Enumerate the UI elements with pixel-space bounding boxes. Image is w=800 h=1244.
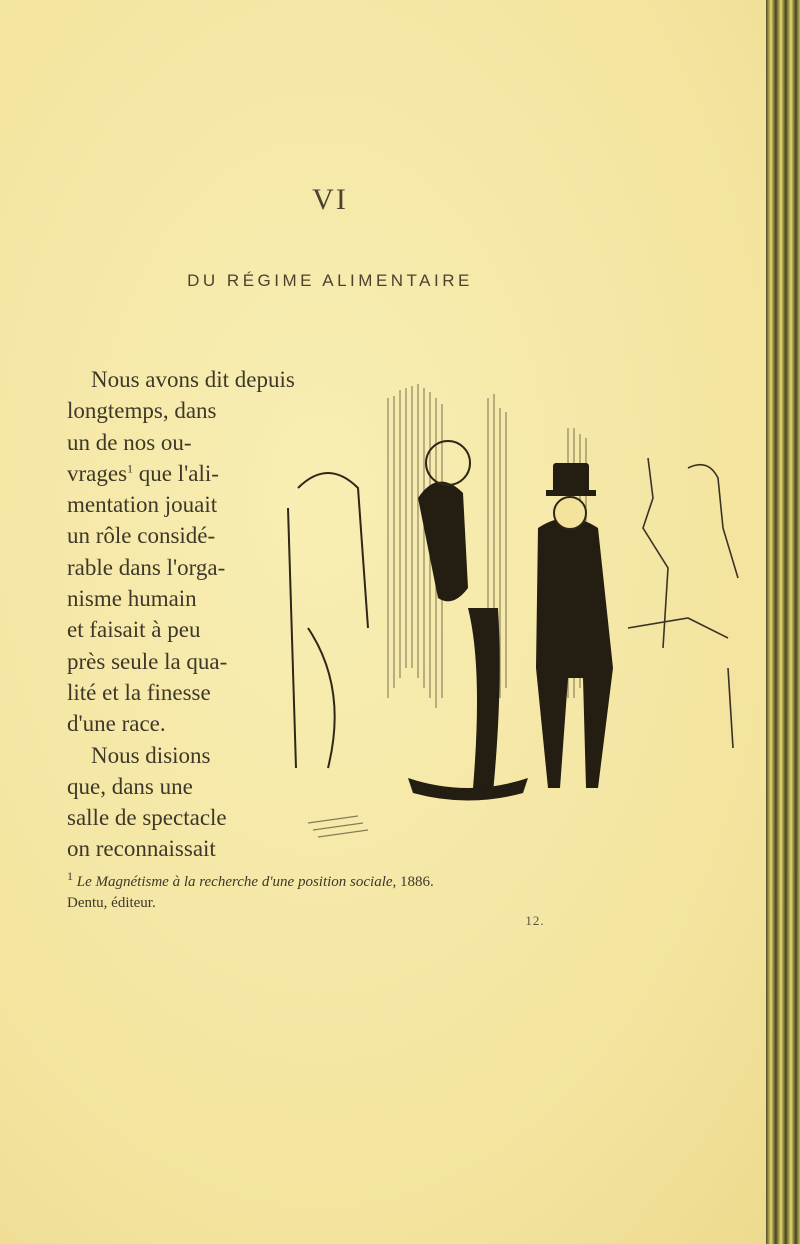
body-line: longtemps, dans bbox=[67, 398, 217, 424]
body-line: rable dans l'orga- bbox=[67, 554, 226, 580]
body-line-part: vrages bbox=[67, 460, 128, 486]
theatre-audience-illustration bbox=[268, 368, 758, 838]
page-number: 12. bbox=[525, 913, 545, 928]
footnote bbox=[67, 869, 687, 914]
footnote-reference[interactable]: 1 bbox=[127, 461, 134, 476]
body-line-part: que l'ali- bbox=[138, 460, 219, 486]
body-line: Nous disions bbox=[91, 742, 211, 768]
chapter-title: DU RÉGIME ALIMENTAIRE bbox=[187, 271, 473, 290]
body-line: nisme humain bbox=[67, 586, 197, 612]
body-line bbox=[67, 458, 297, 489]
body-line: mentation jouait bbox=[67, 492, 218, 518]
body-line: que, dans une bbox=[67, 773, 193, 799]
body-line: on reconnaissait bbox=[67, 836, 216, 862]
body-line: un de nos ou- bbox=[67, 429, 192, 455]
footnote-publisher: Dentu, éditeur. bbox=[67, 895, 156, 911]
body-line: près seule la qua- bbox=[67, 648, 228, 674]
footnote-title: Le Magnétisme à la recherche d'une position sociale, bbox=[76, 874, 397, 890]
body-text bbox=[67, 364, 297, 865]
body-line: d'une race. bbox=[67, 711, 166, 737]
body-line: et faisait à peu bbox=[67, 617, 201, 643]
footnote-year: 1886. bbox=[400, 874, 434, 890]
body-line: un rôle considé- bbox=[67, 523, 216, 549]
body-line: lité et la finesse bbox=[67, 679, 211, 705]
body-line: Nous avons dit depuis bbox=[91, 367, 295, 392]
body-line: salle de spectacle bbox=[67, 805, 227, 831]
page-edge-binding bbox=[766, 0, 800, 1244]
footnote-marker: 1 bbox=[67, 869, 73, 883]
chapter-number: VI bbox=[312, 183, 348, 216]
